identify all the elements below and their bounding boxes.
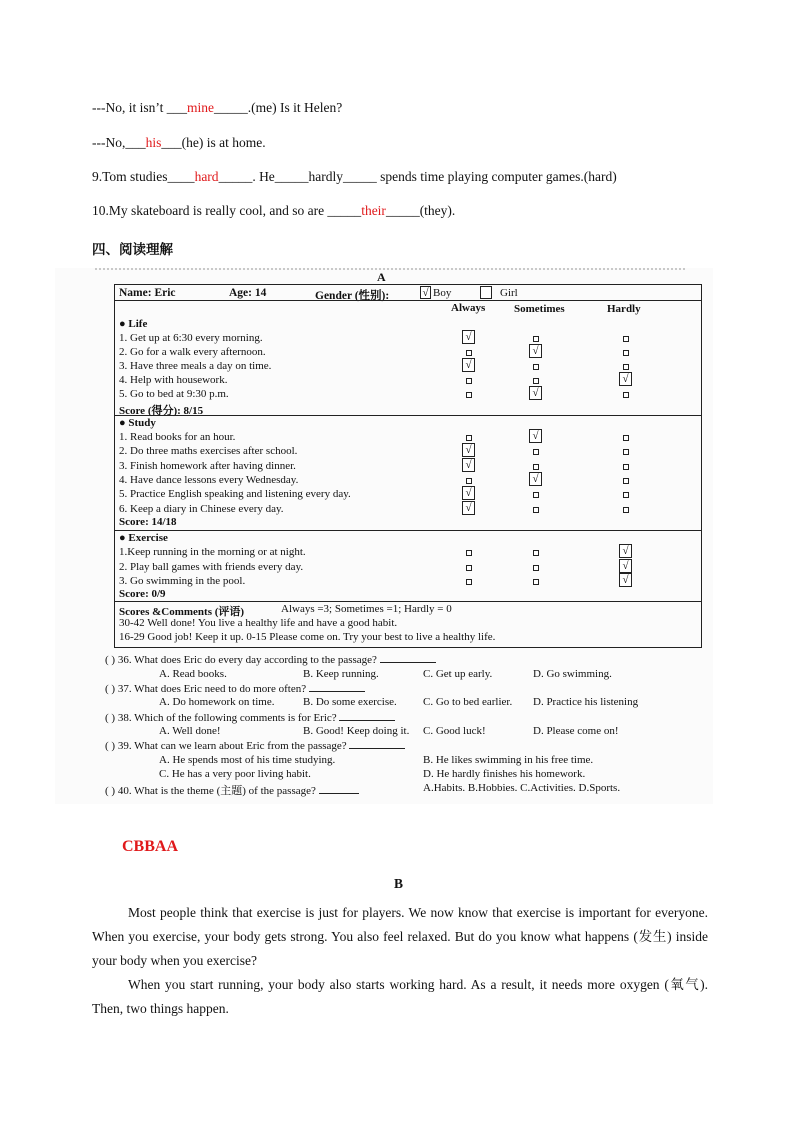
empty-box xyxy=(623,435,629,441)
question-text: ( ) 40. What is the theme (主题) of the passage? xyxy=(105,785,316,797)
study-item: 1. Read books for an hour. xyxy=(119,431,236,443)
line-text: ___(he) is at home. xyxy=(161,135,266,150)
question-text: ( ) 37. What does Eric need to do more often? xyxy=(105,683,307,695)
life-item: 1. Get up at 6:30 every morning. xyxy=(119,332,263,344)
checked-box: √ xyxy=(619,559,632,573)
q36-option-c: C. Get up early. xyxy=(423,668,493,680)
life-item: 4. Help with housework. xyxy=(119,374,228,386)
exercise-score: Score: 0/9 xyxy=(119,588,166,600)
empty-box xyxy=(623,350,629,356)
question-text: ( ) 38. Which of the following comments is for Eric? xyxy=(105,712,337,724)
paragraph-1: Most people think that exercise is just for players. We now know that exercise is important for everyone. When you exercise, your body gets strong. You also feel relaxed. But do you know what happens (发生) inside your body when you exercise? xyxy=(92,905,708,968)
line-text: 10.My skateboard is really cool, and so are _____ xyxy=(92,203,362,218)
q38-option-c: C. Good luck! xyxy=(423,725,486,737)
empty-box xyxy=(533,364,539,370)
empty-box xyxy=(533,464,539,470)
empty-box xyxy=(623,364,629,370)
comment-2: 16-29 Good job! Keep it up. 0-15 Please come on. Try your best to live a healthy life. xyxy=(119,631,496,643)
line-text: ---No, it isn’t ___ xyxy=(92,100,187,115)
answer-blank xyxy=(309,682,365,692)
life-score: Score (得分): 8/15 xyxy=(119,405,204,417)
girl-checkbox xyxy=(480,286,492,299)
question-37 xyxy=(105,682,365,695)
paragraph-2: When you start running, your body also starts working hard. As a result, it needs more oxygen (氧气). Then, two things happen. xyxy=(92,977,708,1016)
question-text: ( ) 39. What can we learn about Eric from the passage? xyxy=(105,740,347,752)
comments-title: Scores &Comments (评语) xyxy=(119,606,245,618)
checked-box: √ xyxy=(529,429,542,443)
study-title: ● Study xyxy=(119,417,156,429)
checked-box: √ xyxy=(619,544,632,558)
divider xyxy=(115,300,701,301)
study-item: 4. Have dance lessons every Wednesday. xyxy=(119,473,299,486)
question-40 xyxy=(105,782,359,798)
checked-box: √ xyxy=(529,472,542,486)
empty-box xyxy=(466,550,472,556)
empty-box xyxy=(533,449,539,455)
checked-box: √ xyxy=(619,573,632,587)
section-heading: 四、阅读理解 xyxy=(92,242,173,258)
empty-box xyxy=(466,579,472,585)
checked-box: √ xyxy=(619,372,632,386)
empty-box xyxy=(533,550,539,556)
q38-option-d: D. Please come on! xyxy=(533,725,619,737)
col-hardly: Hardly xyxy=(607,303,641,315)
gender-field: Gender (性别): xyxy=(315,290,390,302)
answer-text: mine xyxy=(187,100,214,115)
answer-blank xyxy=(380,653,436,663)
question-10 xyxy=(92,203,455,219)
empty-box xyxy=(466,478,472,484)
q37-option-a: A. Do homework on time. xyxy=(159,696,275,708)
scanned-worksheet xyxy=(55,268,713,804)
q39-option-a: A. He spends most of his time studying. xyxy=(159,754,336,766)
line-text: _____. He_____hardly_____ spends time playing computer games.(hard) xyxy=(218,169,617,184)
line-text: _____(they). xyxy=(385,203,456,218)
survey-table xyxy=(114,284,702,648)
study-item: 5. Practice English speaking and listening every day. xyxy=(119,488,351,501)
divider xyxy=(115,415,701,416)
exercise-item: 1.Keep running in the morning or at night. xyxy=(119,546,306,558)
checked-box: √ xyxy=(462,330,475,344)
empty-box xyxy=(466,435,472,441)
q37-option-b: B. Do some exercise. xyxy=(303,696,397,708)
checked-box: √ xyxy=(462,501,475,515)
boy-label: Boy xyxy=(433,287,452,299)
girl-label: Girl xyxy=(500,287,518,299)
empty-box xyxy=(533,378,539,384)
answer-blank xyxy=(319,784,359,794)
col-always: Always xyxy=(451,302,486,314)
empty-box xyxy=(533,579,539,585)
exercise-title: ● Exercise xyxy=(119,532,168,544)
q37-option-d: D. Practice his listening xyxy=(533,696,639,708)
question-36 xyxy=(105,653,436,666)
divider xyxy=(115,530,701,531)
question-text: ( ) 36. What does Eric do every day according to the passage? xyxy=(105,654,377,666)
empty-box xyxy=(623,492,629,498)
empty-box xyxy=(533,507,539,513)
checked-box: √ xyxy=(462,486,475,500)
empty-box xyxy=(466,350,472,356)
empty-box xyxy=(533,492,539,498)
q36-option-a: A. Read books. xyxy=(159,668,227,680)
study-score: Score: 14/18 xyxy=(119,516,177,528)
checked-box: √ xyxy=(529,344,542,358)
boy-checkbox: √ xyxy=(420,286,431,299)
line-text: _____.(me) Is it Helen? xyxy=(214,100,343,115)
exercise-item: 2. Play ball games with friends every day. xyxy=(119,560,304,573)
name-field: Name: Eric xyxy=(119,287,176,299)
empty-box xyxy=(533,336,539,342)
q38-option-a: A. Well done! xyxy=(159,725,221,737)
divider xyxy=(115,601,701,602)
passage-letter: A xyxy=(377,270,386,284)
answer-key: CBBAA xyxy=(122,838,179,855)
question-38 xyxy=(105,711,395,724)
study-item: 6. Keep a diary in Chinese every day. xyxy=(119,502,284,515)
comment-1: 30-42 Well done! You live a healthy life and have a good habit. xyxy=(119,617,398,629)
scan-noise xyxy=(95,268,685,274)
empty-box xyxy=(466,565,472,571)
life-item: 2. Go for a walk every afternoon. xyxy=(119,346,266,358)
empty-box xyxy=(623,507,629,513)
q39-option-c: C. He has a very poor living habit. xyxy=(159,768,311,780)
fill-line-me xyxy=(92,100,342,116)
q39-option-b: B. He likes swimming in his free time. xyxy=(423,754,594,766)
fill-line-he xyxy=(92,135,266,151)
section-b-title: B xyxy=(394,876,404,891)
checked-box: √ xyxy=(462,443,475,457)
empty-box xyxy=(623,478,629,484)
life-title: ● Life xyxy=(119,318,148,330)
answer-blank xyxy=(349,739,405,749)
study-item: 2. Do three maths exercises after school. xyxy=(119,445,298,458)
col-sometimes: Sometimes xyxy=(514,303,565,315)
line-text: ---No,___ xyxy=(92,135,146,150)
question-39 xyxy=(105,739,405,752)
answer-text: their xyxy=(361,203,386,218)
answer-blank xyxy=(339,711,395,721)
q36-option-d: D. Go swimming. xyxy=(533,668,612,680)
empty-box xyxy=(623,336,629,342)
empty-box xyxy=(466,392,472,398)
age-field: Age: 14 xyxy=(229,287,267,299)
q38-option-b: B. Good! Keep doing it. xyxy=(303,725,410,737)
score-rule: Always =3; Sometimes =1; Hardly = 0 xyxy=(281,603,452,615)
line-text: 9.Tom studies____ xyxy=(92,169,195,184)
life-item: 3. Have three meals a day on time. xyxy=(119,360,272,372)
answer-text: his xyxy=(145,135,162,150)
empty-box xyxy=(623,392,629,398)
question-9 xyxy=(92,169,617,185)
q40-options: A.Habits. B.Hobbies. C.Activities. D.Sports. xyxy=(423,782,621,794)
q39-option-d: D. He hardly finishes his homework. xyxy=(423,768,586,780)
study-item: 3. Finish homework after having dinner. xyxy=(119,459,296,472)
answer-text: hard xyxy=(194,169,219,184)
empty-box xyxy=(533,565,539,571)
empty-box xyxy=(466,378,472,384)
checked-box: √ xyxy=(529,386,542,400)
life-item: 5. Go to bed at 9:30 p.m. xyxy=(119,388,229,400)
exercise-item: 3. Go swimming in the pool. xyxy=(119,575,246,587)
q36-option-b: B. Keep running. xyxy=(303,668,379,680)
empty-box xyxy=(623,464,629,470)
checked-box: √ xyxy=(462,358,475,372)
q37-option-c: C. Go to bed earlier. xyxy=(423,696,513,708)
checked-box: √ xyxy=(462,458,475,472)
empty-box xyxy=(623,449,629,455)
